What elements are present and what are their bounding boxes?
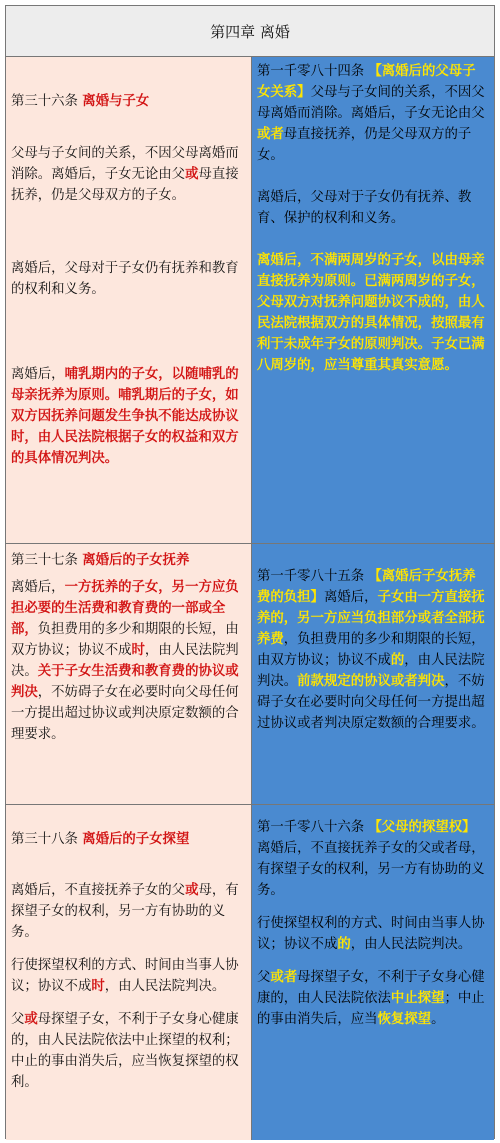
paragraph: 离婚后，哺乳期内的子女，以随哺乳的母亲抚养为原则。哺乳期后的子女，如双方因抚养问题发生争执不能达成协议时，由人民法院根据子女的权益和双方的具体情况判决。 xyxy=(11,367,239,466)
old-article-36 xyxy=(6,57,252,544)
article-title: 第三十六条 离婚与子女 xyxy=(11,94,150,109)
paragraph: 行使探望权利的方式、时间由当事人协议；协议不成的，由人民法院判决。 xyxy=(257,916,485,952)
paragraph: 第一千零八十四条 【离婚后的父母子女关系】父母与子女间的关系，不因父母离婚而消除。离婚后，子女无论由父或者母直接抚养，仍是父母双方的子女。 xyxy=(257,64,485,163)
paragraph: 行使探望权利的方式、时间由当事人协议；协议不成时，由人民法院判决。 xyxy=(11,958,239,994)
paragraph: 父或者母探望子女，不利于子女身心健康的，由人民法院依法中止探望；中止的事由消失后，应当恢复探望。 xyxy=(257,970,485,1027)
code-article-1084 xyxy=(252,57,494,544)
paragraph: 父母与子女间的关系，不因父母离婚而消除。离婚后，子女无论由父或母直接抚养，仍是父母双方的子女。 xyxy=(11,146,239,203)
old-article-38 xyxy=(6,805,252,1140)
paragraph: 第一千零八十五条 【离婚后子女抚养费的负担】离婚后，子女由一方直接抚养的，另一方应当负担部分或者全部抚养费，负担费用的多少和期限的长短，由双方协议；协议不成的，由人民法院判决。前款规定的协议或者判决，不妨碍子女在必要时向父母任何一方提出超过协议或者判决原定数额的合理要求。 xyxy=(257,569,485,731)
paragraph: 离婚后，父母对于子女仍有抚养、教育、保护的权利和义务。 xyxy=(257,190,472,226)
paragraph: 父或母探望子女，不利于子女身心健康的，由人民法院依法中止探望的权利；中止的事由消失后，应当恢复探望的权利。 xyxy=(11,1012,239,1090)
paragraph: 离婚后，不直接抚养子女的父或母，有探望子女的权利，另一方有协助的义务。 xyxy=(11,883,239,940)
chapter-header xyxy=(6,6,494,57)
old-article-37 xyxy=(6,544,252,805)
comparison-table xyxy=(5,5,495,1139)
code-article-1086 xyxy=(252,805,494,1140)
paragraph: 第一千零八十六条 【父母的探望权】离婚后，不直接抚养子女的父或者母，有探望子女的权利，另一方有协助的义务。 xyxy=(257,820,485,898)
paragraph: 离婚后，父母对于子女仍有抚养和教育的权利和义务。 xyxy=(11,261,239,297)
paragraph: 离婚后，一方抚养的子女，另一方应负担必要的生活费和教育费的一部或全部，负担费用的多少和期限的长短，由双方协议；协议不成时，由人民法院判决。关于子女生活费和教育费的协议或判决，不妨碍子女在必要时向父母任何一方提出超过协议或判决原定数额的合理要求。 xyxy=(11,580,239,742)
article-title: 第三十八条 离婚后的子女探望 xyxy=(11,832,190,847)
code-article-1085 xyxy=(252,544,494,805)
article-title: 第三十七条 离婚后的子女抚养 xyxy=(11,553,190,568)
chapter-title: 第四章 离婚 xyxy=(210,22,290,41)
paragraph: 离婚后，不满两周岁的子女，以由母亲直接抚养为原则。已满两周岁的子女，父母双方对抚养问题协议不成的，由人民法院根据双方的具体情况，按照最有利于未成年子女的原则判决。子女已满八周岁的，应当尊重其真实意愿。 xyxy=(257,253,485,373)
